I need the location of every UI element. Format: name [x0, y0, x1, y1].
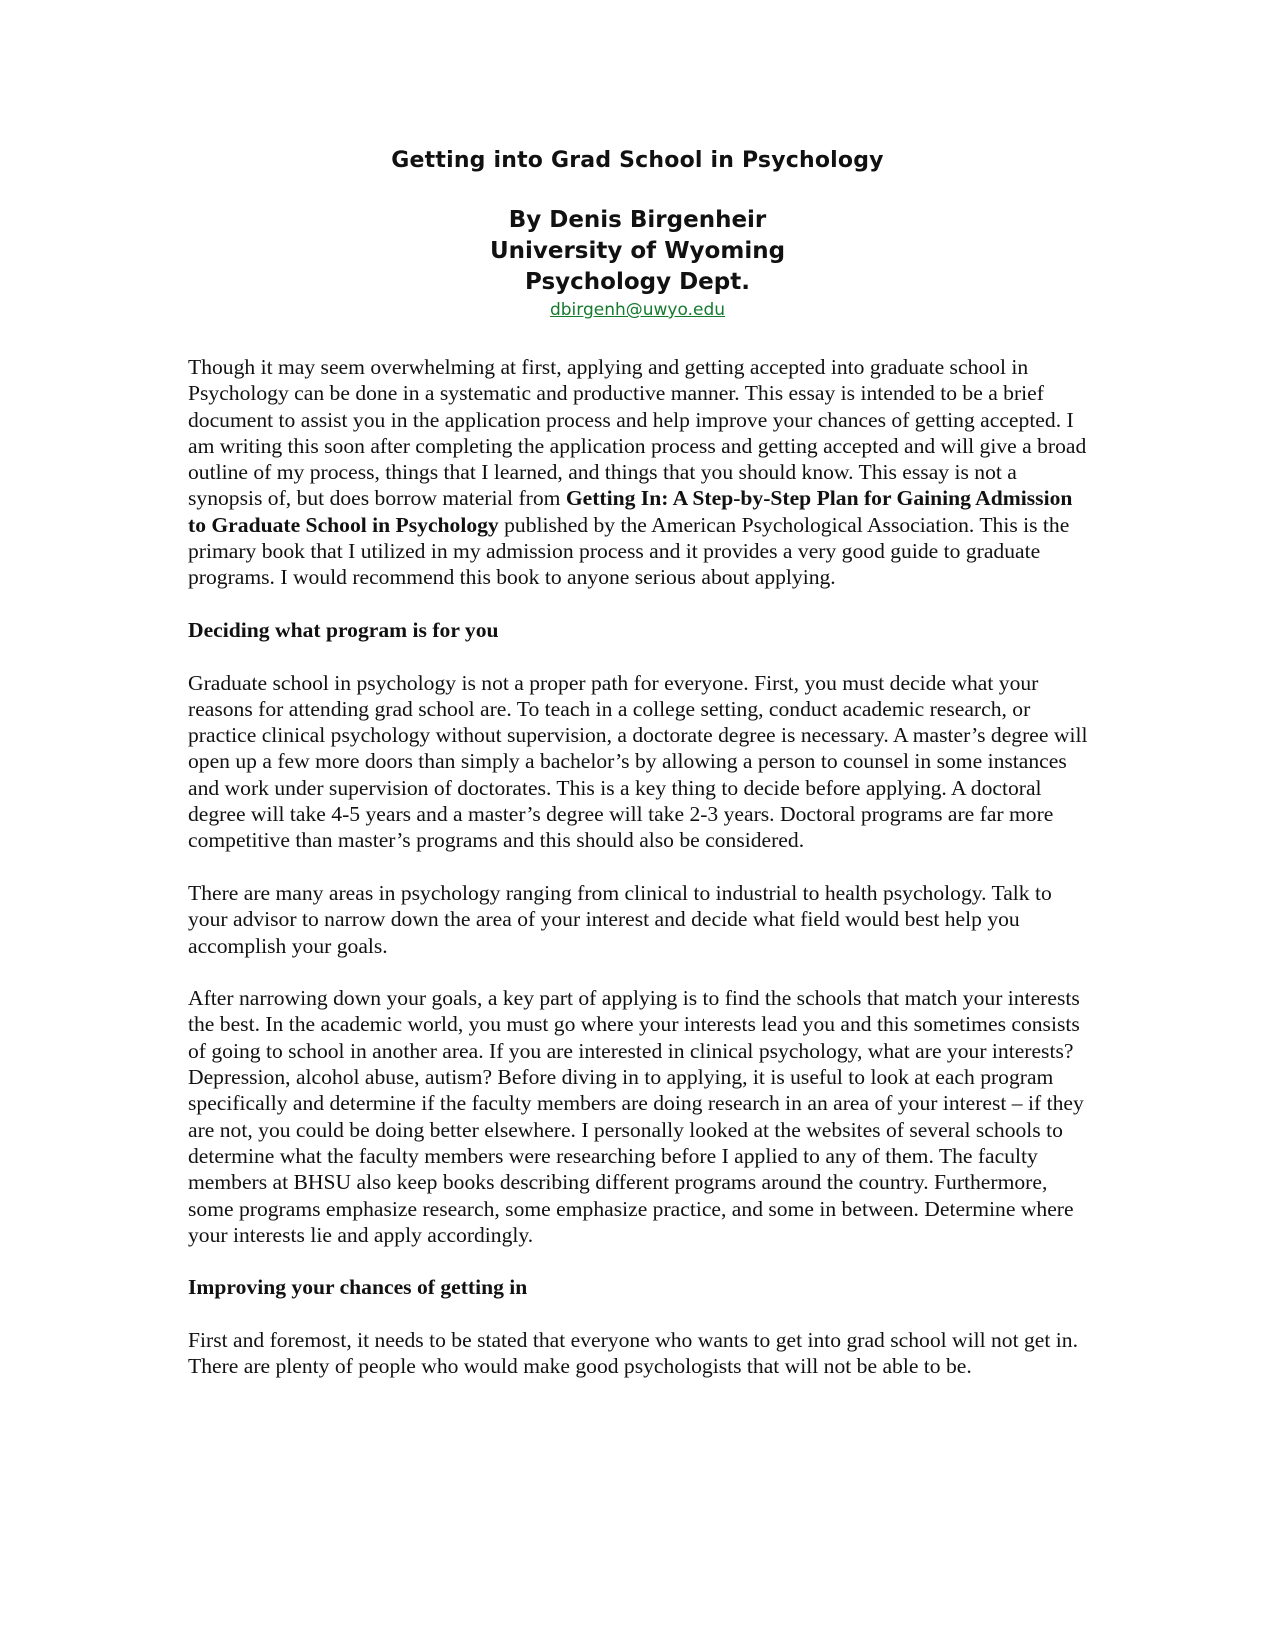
paragraph: First and foremost, it needs to be stated that everyone who wants to get into grad school will not get in. There are plenty of people who would make good psychologists that will not be able to be. [188, 1327, 1078, 1379]
intro-paragraph [188, 354, 1090, 591]
email-link[interactable]: dbirgenh@uwyo.edu [549, 300, 726, 320]
author-block [0, 205, 1275, 298]
department-name: Psychology Dept. [525, 269, 750, 295]
university-name: University of Wyoming [489, 238, 786, 264]
paragraph: There are many areas in psychology ranging from clinical to industrial to health psychology. Talk to your advisor to narrow down the area of your interest and decide what field would best help you accomplish your goals. [188, 880, 1052, 958]
author-name: By Denis Birgenheir [508, 207, 767, 233]
intro-text-before: Though it may seem overwhelming at first, applying and getting accepted into graduate school in Psychology can be done in a systematic and productive manner. This essay is intended to be a brief document to assist you in the application process and help improve your chances of getting accepted. I am writing this soon after completing the application process and getting accepted and will give a broad outline of my process, things that I learned, and things that you should know. This essay is not a synopsis of, but does borrow material from [188, 355, 1087, 511]
paragraph: After narrowing down your goals, a key part of applying is to find the schools that match your interests the best. In the academic world, you must go where your interests lead you and this sometimes consists of going to school in another area. If you are interested in clinical psychology, what are your interests? Depression, alcohol abuse, autism? Before diving in to applying, it is useful to look at each program specifically and determine if the faculty members are doing research in an area of your interest – if they are not, you could be doing better elsewhere. I personally looked at the websites of several schools to determine what the faculty members were researching before I applied to any of them. The faculty members at BHSU also keep books describing different programs around the country. Furthermore, some programs emphasize research, some emphasize practice, and some in between. Determine where your interests lie and apply accordingly. [188, 986, 1084, 1247]
section-heading-improving: Improving your chances of getting in [188, 1275, 528, 1300]
document-body [188, 354, 1090, 1406]
section-heading-deciding: Deciding what program is for you [188, 617, 499, 642]
paragraph: Graduate school in psychology is not a proper path for everyone. First, you must decide what your reasons for attending grad school are. To teach in a college setting, conduct academic research, or practice clinical psychology without supervision, a doctorate degree is necessary. A master’s degree will open up a few more doors than simply a bachelor’s by allowing a person to counsel in some instances and work under supervision of doctorates. This is a key thing to decide before applying. A doctoral degree will take 4-5 years and a master’s degree will take 2-3 years. Doctoral programs are far more competitive than master’s programs and this should also be considered. [188, 670, 1088, 853]
intro-text-after: published by the American Psychological Association. This is the primary book that I utilized in my admission process and it provides a very good guide to graduate programs. I would recommend this book to anyone serious about applying. [188, 512, 1070, 590]
document-title: Getting into Grad School in Psychology [391, 148, 884, 173]
book-title: Getting In: A Step-by-Step Plan for Gaining Admission to Graduate School in Psychology [188, 486, 1073, 537]
